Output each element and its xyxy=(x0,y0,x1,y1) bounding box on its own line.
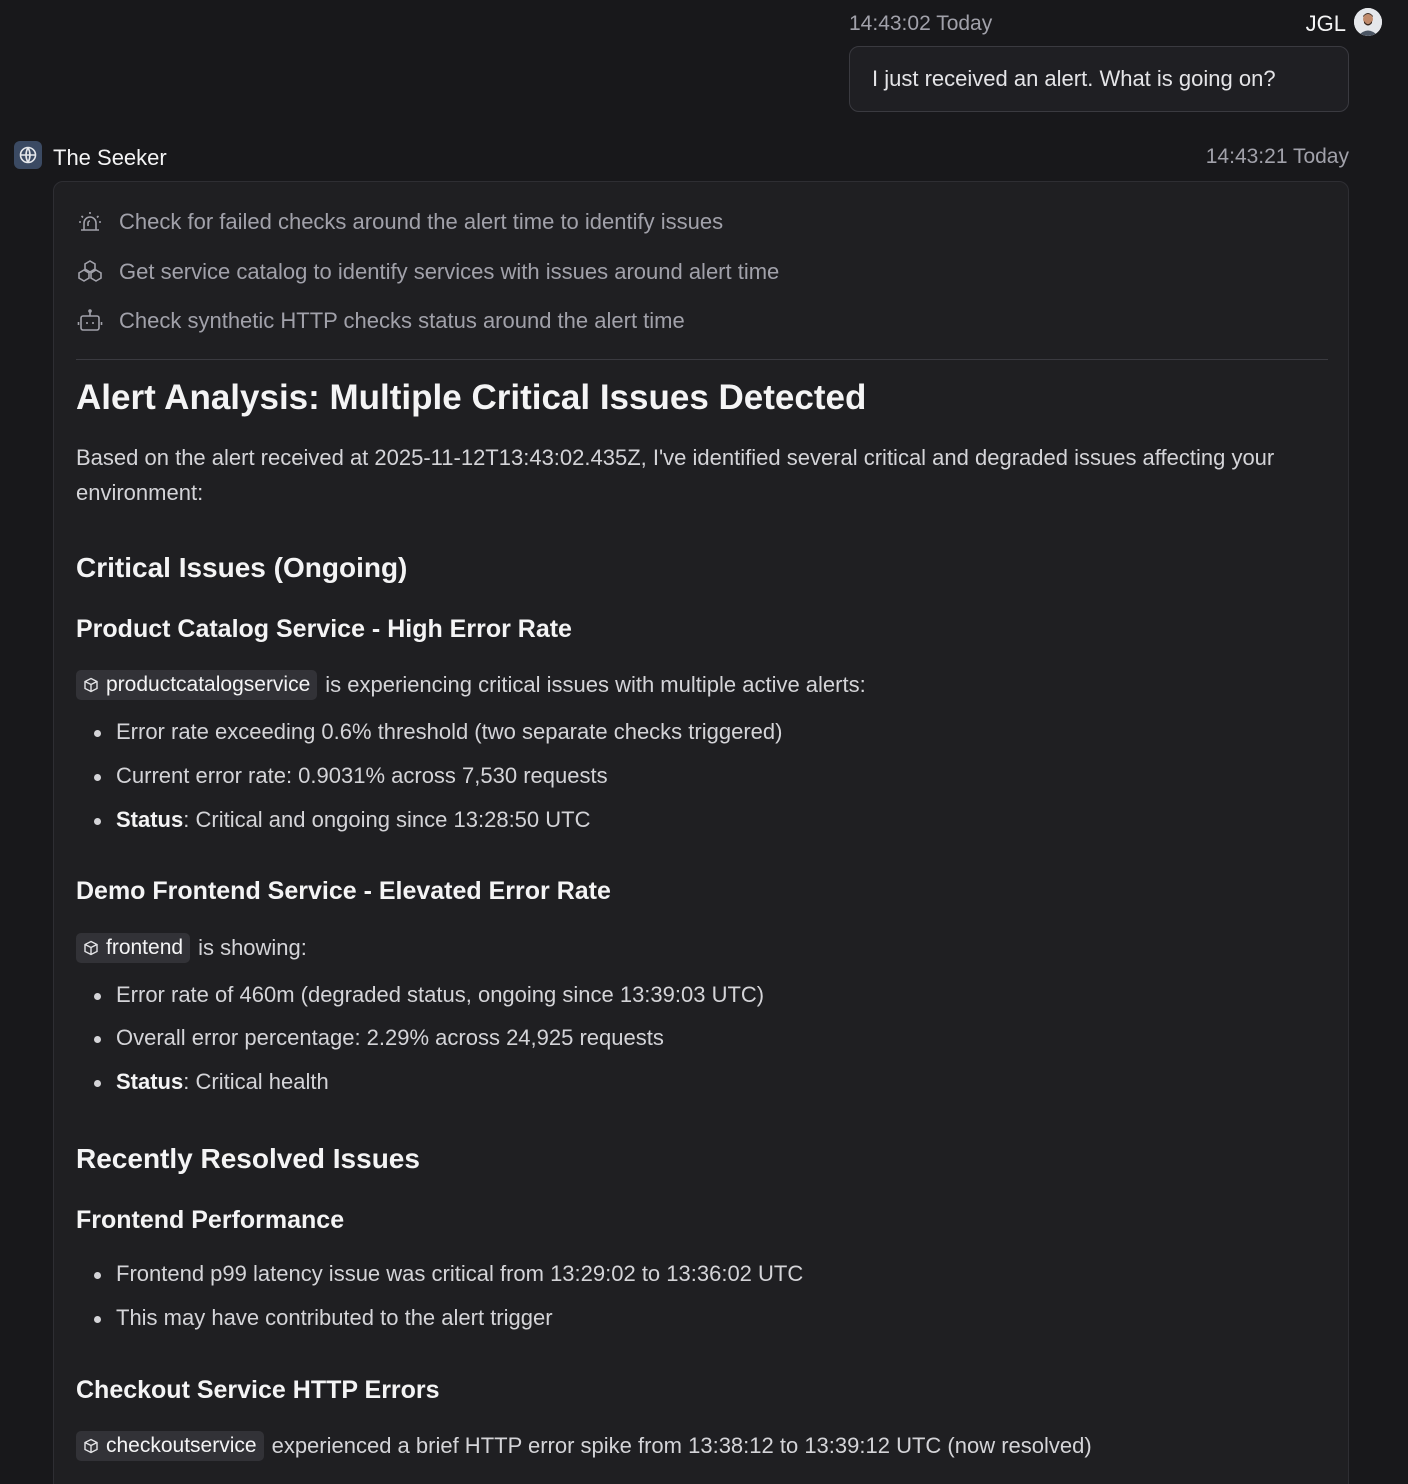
assistant-message-card xyxy=(53,181,1349,1484)
assistant-header xyxy=(14,141,1349,173)
list-item: Error rate exceeding 0.6% threshold (two separate checks triggered) xyxy=(94,719,782,745)
list-item: Status: Critical health xyxy=(94,1069,329,1095)
service-chip-label: productcatalogservice xyxy=(106,673,311,696)
checkout-errors-desc xyxy=(76,1431,1092,1461)
demo-frontend-heading: Demo Frontend Service - Elevated Error Rate xyxy=(76,877,611,905)
globe-icon xyxy=(18,145,38,165)
tool-step-label: Check synthetic HTTP checks status around the alert time xyxy=(119,308,685,333)
assistant-avatar xyxy=(14,141,42,169)
divider xyxy=(76,359,1328,360)
resolved-issues-heading: Recently Resolved Issues xyxy=(76,1143,420,1174)
demo-frontend-desc-text: is showing: xyxy=(198,935,307,960)
cubes-icon xyxy=(76,258,104,286)
package-icon xyxy=(83,677,99,693)
user-message-bubble xyxy=(849,46,1349,112)
tool-step-synthetic-checks[interactable] xyxy=(76,306,685,336)
analysis-intro: Based on the alert received at 2025-11-12T13:43:02.435Z, I've identified several critical and degraded issues affecting your environment: xyxy=(76,445,1275,505)
product-catalog-heading: Product Catalog Service - High Error Rate xyxy=(76,615,572,643)
product-catalog-desc-text: is experiencing critical issues with multiple active alerts: xyxy=(325,672,866,697)
demo-frontend-desc xyxy=(76,933,307,963)
tool-step-label: Get service catalog to identify services with issues around alert time xyxy=(119,259,780,284)
tool-step-failed-checks[interactable] xyxy=(76,207,723,237)
checkout-errors-heading: Checkout Service HTTP Errors xyxy=(76,1376,440,1404)
tool-step-service-catalog[interactable] xyxy=(76,257,779,287)
package-icon xyxy=(83,940,99,956)
service-chip-productcatalogservice[interactable] xyxy=(76,670,317,700)
critical-issues-heading: Critical Issues (Ongoing) xyxy=(76,552,408,583)
alarm-icon xyxy=(76,208,104,236)
package-icon xyxy=(83,1438,99,1454)
list-item: Current error rate: 0.9031% across 7,530 requests xyxy=(94,763,608,789)
service-chip-frontend[interactable] xyxy=(76,933,190,963)
product-catalog-desc xyxy=(76,670,866,700)
tool-step-label: Check for failed checks around the alert time to identify issues xyxy=(119,209,724,234)
service-chip-label: checkoutservice xyxy=(106,1434,257,1457)
analysis-title: Alert Analysis: Multiple Critical Issues Detected xyxy=(76,378,867,417)
assistant-message-time: 14:43:21 Today xyxy=(1205,145,1349,168)
user-avatar[interactable] xyxy=(1354,8,1382,36)
robot-icon xyxy=(76,307,104,335)
service-chip-label: frontend xyxy=(106,936,184,959)
frontend-performance-heading: Frontend Performance xyxy=(76,1206,345,1234)
user-message-text: I just received an alert. What is going on? xyxy=(872,66,1276,91)
list-item: Overall error percentage: 2.29% across 24,925 requests xyxy=(94,1025,664,1051)
user-message-meta xyxy=(849,8,1386,38)
user-message-time: 14:43:02 Today xyxy=(849,12,993,35)
list-item: Error rate of 460m (degraded status, ongoing since 13:39:03 UTC) xyxy=(94,982,764,1008)
service-chip-checkoutservice[interactable] xyxy=(76,1431,264,1461)
assistant-name: The Seeker xyxy=(53,145,167,170)
user-name: JGL xyxy=(1305,11,1346,36)
list-item: Status: Critical and ongoing since 13:28:50 UTC xyxy=(94,807,590,833)
list-item: This may have contributed to the alert trigger xyxy=(94,1305,553,1331)
checkout-errors-desc-text: experienced a brief HTTP error spike from 13:38:12 to 13:39:12 UTC (now resolved) xyxy=(271,1433,1092,1458)
list-item: Frontend p99 latency issue was critical from 13:29:02 to 13:36:02 UTC xyxy=(94,1261,803,1287)
